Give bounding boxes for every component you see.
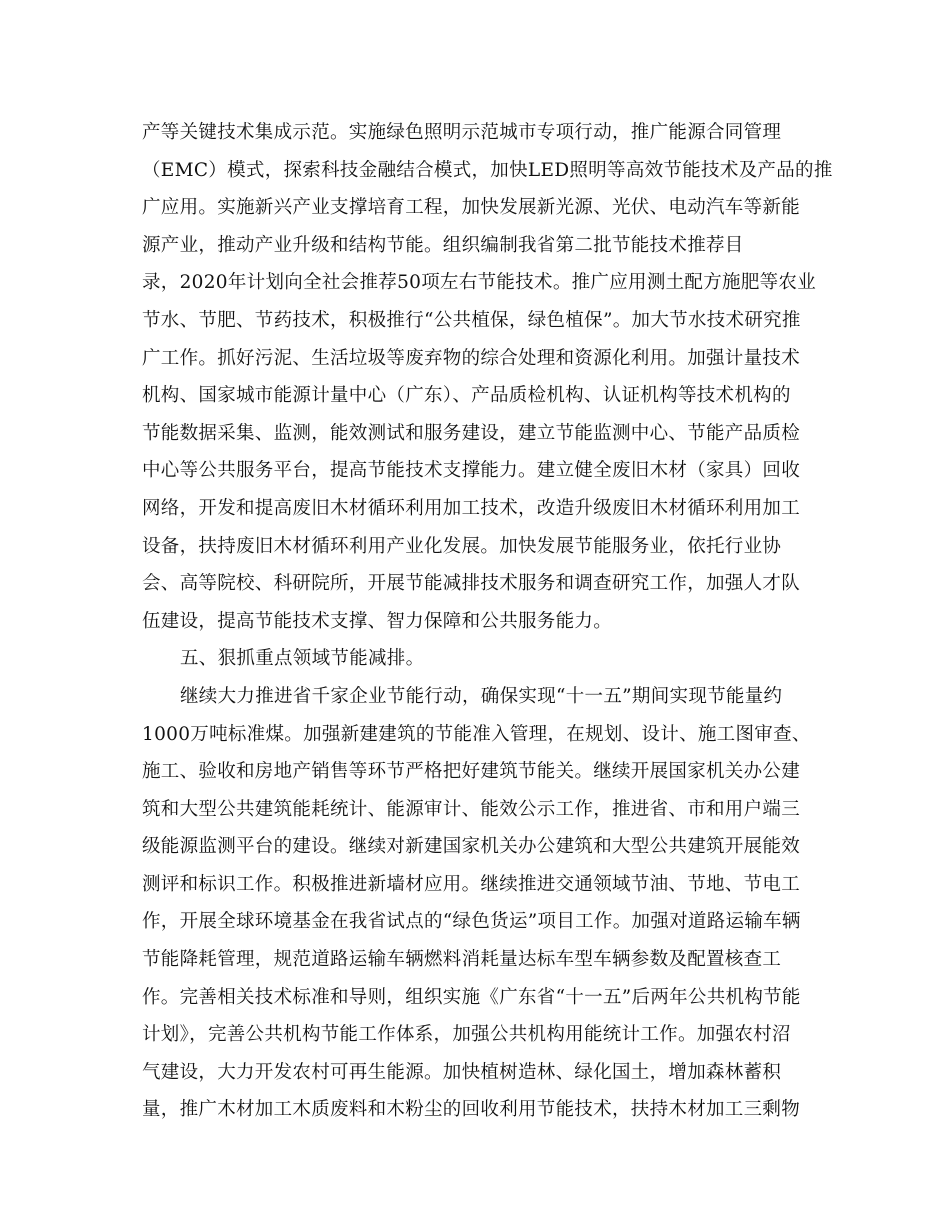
text-line: 作，开展全球环境基金在我省试点的“绿色货运”项目工作。加强对道路运输车辆: [142, 911, 801, 933]
body-text: [142, 114, 833, 1129]
text-line: 伍建设，提高节能技术支撑、智力保障和公共服务能力。: [142, 610, 613, 632]
text-line: 中心等公共服务平台，提高节能技术支撑能力。建立健全废旧木材（家具）回收: [142, 460, 801, 482]
section-heading: [142, 640, 822, 678]
text-line: 1000万吨标准煤。加强新建建筑的节能准入管理，在规划、设计、施工图审查、: [142, 723, 811, 745]
text-line: 筑和大型公共建筑能耗统计、能源审计、能效公示工作，推进省、市和用户端三: [142, 798, 801, 820]
text-line: 计划》，完善公共机构节能工作体系，加强公共机构用能统计工作。加强农村沼: [142, 1024, 791, 1046]
text-line: 网络，开发和提高废旧木材循环利用加工技术，改造升级废旧木材循环利用加工: [142, 497, 801, 519]
text-line: 设备，扶持废旧木材循环利用产业化发展。加快发展节能服务业，依托行业协: [142, 535, 782, 557]
text-line: 源产业，推动产业升级和结构节能。组织编制我省第二批节能技术推荐目: [142, 234, 744, 256]
text-line: 级能源监测平台的建设。继续对新建国家机关办公建筑和大型公共建筑开展能效: [142, 836, 801, 858]
text-line: 节水、节肥、节药技术，积极推行“公共植保，绿色植保”。加大节水技术研究推: [142, 309, 801, 331]
text-line: 广工作。抓好污泥、生活垃圾等废弃物的综合处理和资源化利用。加强计量技术: [142, 347, 801, 369]
heading-line: 五、狠抓重点领域节能减排。: [180, 648, 425, 670]
text-line: 机构、国家城市能源计量中心（广东）、产品质检机构、认证机构等技术机构的: [142, 385, 791, 407]
text-line: 作。完善相关技术标准和导则，组织实施《广东省“十一五”后两年公共机构节能: [142, 986, 801, 1008]
text-line: 施工、验收和房地产销售等环节严格把好建筑节能关。继续开展国家机关办公建: [142, 761, 801, 783]
text-line: 会、高等院校、科研院所，开展节能减排技术服务和调查研究工作，加强人才队: [142, 573, 801, 595]
text-line: （EMC）模式，探索科技金融结合模式，加快LED照明等高效节能技术及产品的推: [142, 159, 833, 181]
text-line: 产等关键技术集成示范。实施绿色照明示范城市专项行动，推广能源合同管理: [142, 122, 782, 143]
text-line: 测评和标识工作。积极推进新墙材应用。继续推进交通领域节油、节地、节电工: [142, 873, 801, 895]
paragraph-1: [142, 114, 833, 640]
text-line: 量，推广木材加工木质废料和木粉尘的回收利用节能技术，扶持木材加工三剩物: [142, 1099, 801, 1121]
text-line: 气建设，大力开发农村可再生能源。加快植树造林、绿化国土，增加森林蓄积: [142, 1061, 782, 1083]
text-line: 继续大力推进省千家企业节能行动，确保实现“十一五”期间实现节能量约: [180, 685, 783, 707]
text-line: 节能数据采集、监测，能效测试和服务建设，建立节能监测中心、节能产品质检: [142, 422, 801, 444]
text-line: 节能降耗管理，规范道路运输车辆燃料消耗量达标车型车辆参数及配置核查工: [142, 949, 782, 971]
text-line: 录，2020年计划向全社会推荐50项左右节能技术。推广应用测土配方施肥等农业: [142, 272, 817, 294]
text-line: 广应用。实施新兴产业支撑培育工程，加快发展新光源、光伏、电动汽车等新能: [142, 197, 801, 219]
paragraph-3: [142, 678, 822, 1129]
